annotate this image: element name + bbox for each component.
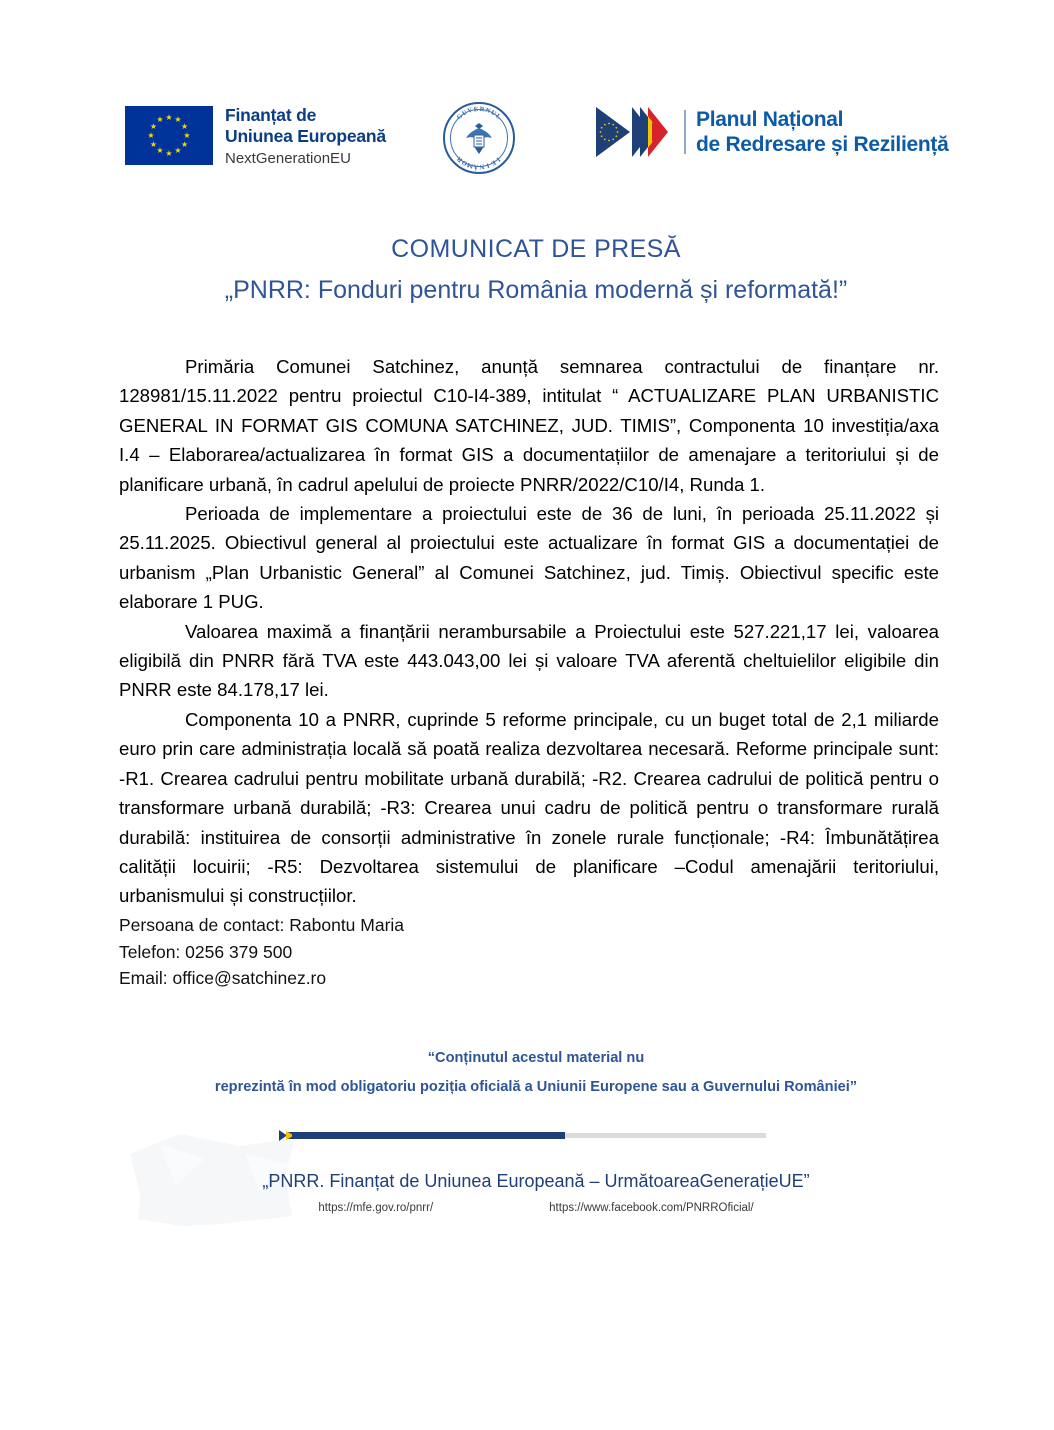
footer-bar-track bbox=[565, 1133, 766, 1138]
pnrr-logo-line1: Planul Național bbox=[696, 108, 844, 131]
header-logo-bar bbox=[118, 96, 954, 188]
body-paragraph-3: Valoarea maximă a finanțării nerambursabile a Proiectului este 527.221,17 lei, valoarea eligibilă din PNRR fără TVA este 443.043,00 lei și valoare TVA aferentă cheltuielilor eligibile din PNRR este 84.178,17 lei. bbox=[119, 620, 939, 701]
pnrr-logo-divider bbox=[684, 110, 686, 154]
footer-arrow-marker-icon bbox=[278, 1128, 304, 1143]
eu-star-icon: ★ bbox=[180, 139, 189, 149]
contact-block bbox=[119, 912, 819, 992]
footer-link-mfe[interactable]: https://mfe.gov.ro/pnrr/ bbox=[318, 1202, 434, 1214]
footer-links bbox=[118, 1199, 954, 1217]
government-seal-icon bbox=[443, 102, 515, 174]
contact-phone: Telefon: 0256 379 500 bbox=[119, 941, 293, 962]
eu-star-icon: ★ bbox=[147, 130, 155, 140]
footer-title: „PNRR. Finanțat de Uniunea Europeană – UrmătoareaGenerațieUE” bbox=[262, 1171, 810, 1191]
document-body bbox=[119, 352, 939, 911]
eu-star-icon: ★ bbox=[165, 148, 173, 158]
page-subtitle: „PNRR: Fonduri pentru România modernă și reformată!” bbox=[224, 276, 848, 304]
disclaimer-line2: reprezintă în mod obligatoriu poziția oficială a Uniunii Europene sau a Guvernului României” bbox=[214, 1079, 858, 1095]
contact-email: Email: office@satchinez.ro bbox=[119, 968, 327, 988]
footer-link-facebook[interactable]: https://www.facebook.com/PNRROficial/ bbox=[549, 1202, 754, 1214]
body-paragraph-4: Componenta 10 a PNRR, cuprinde 5 reforme principale, cu un buget total de 2,1 miliarde euro prin care administrația locală să poată realiza dezvoltarea necesară. Reforme principale sunt: -R1. Crearea cadrului pentru mobilitate urbană durabilă; -R2. Crearea cadrului de politică pentru o transformare urbană durabilă; -R3: Crearea unui cadru de politică pentru o transformare rurală durabilă: instituirea de consorții administrative în zonele rurale funcționale; -R4: Îmbunătățirea calității locuirii; -R5: Dezvoltarea sistemului de planificare –Codul amenajării teritoriului, urbanismului și construcțiilor. bbox=[119, 708, 939, 907]
body-paragraph-2: Perioada de implementare a proiectului este de 36 de luni, în perioada 25.11.2022 și 25.11.2025. Obiectivul general al proiectului este actualizare în format GIS a documentației de urbanism „Plan Urbanistic General” al Comunei Satchinez, jud. Timiș. Obiectivul specific este elaborare 1 PUG. bbox=[119, 503, 939, 613]
pnrr-logo bbox=[594, 104, 949, 160]
footer-bar-fill bbox=[288, 1132, 565, 1139]
contact-person: Persoana de contact: Rabontu Maria bbox=[119, 915, 405, 935]
eu-star-icon: ★ bbox=[156, 146, 164, 156]
eagle-crest-icon bbox=[462, 120, 496, 156]
eu-star-icon: ★ bbox=[156, 114, 164, 124]
body-paragraph-1: Primăria Comunei Satchinez, anunță semnarea contractului de finanțare nr. 128981/15.11.2022 pentru proiectul C10-I4-389, intitulat “ ACTUALIZARE PLAN URBANISTIC GENERAL IN FORMAT GIS COMUNA SATCHINEZ, JUD. TIMIS”, Componenta 10 investiția/axa I.4 – Elaborarea/actualizarea în format GIS a documentațiilor de amenajare a teritoriului și de planificare urbană, în cadrul apelului de proiecte PNRR/2022/C10/I4, Runda 1. bbox=[119, 356, 939, 495]
eu-logo-line1: Finanțat de bbox=[225, 105, 317, 125]
government-seal-ring-text: G U V E R N U L R O M Â N I E I bbox=[455, 105, 503, 171]
document-title-block bbox=[118, 232, 954, 308]
disclaimer-block bbox=[118, 1044, 954, 1102]
eu-star-icon: ★ bbox=[149, 121, 157, 131]
eu-star-icon: ★ bbox=[174, 114, 182, 124]
eu-star-icon: ★ bbox=[165, 112, 173, 122]
eu-logo-line2: Uniunea Europeană bbox=[225, 126, 386, 146]
pnrr-logo-line2: de Redresare și Reziliență bbox=[696, 133, 949, 156]
eu-star-icon: ★ bbox=[174, 146, 182, 156]
eu-flag-icon bbox=[125, 106, 213, 165]
eu-logo-line3: NextGenerationEU bbox=[225, 150, 351, 167]
page-title: COMUNICAT DE PRESĂ bbox=[391, 235, 681, 263]
eu-star-icon: ★ bbox=[149, 139, 157, 149]
pnrr-logo-text bbox=[696, 107, 949, 157]
footer-progress-bar bbox=[288, 1132, 766, 1139]
romanian-government-logo bbox=[443, 102, 521, 180]
eu-star-icon: ★ bbox=[180, 121, 189, 131]
disclaimer-line1: “Conținutul acestul material nu bbox=[427, 1050, 645, 1066]
pnrr-chevron-icon bbox=[594, 104, 676, 160]
eu-funding-logo bbox=[125, 106, 386, 169]
eu-star-icon: ★ bbox=[183, 130, 191, 140]
eu-logo-text bbox=[225, 105, 386, 169]
